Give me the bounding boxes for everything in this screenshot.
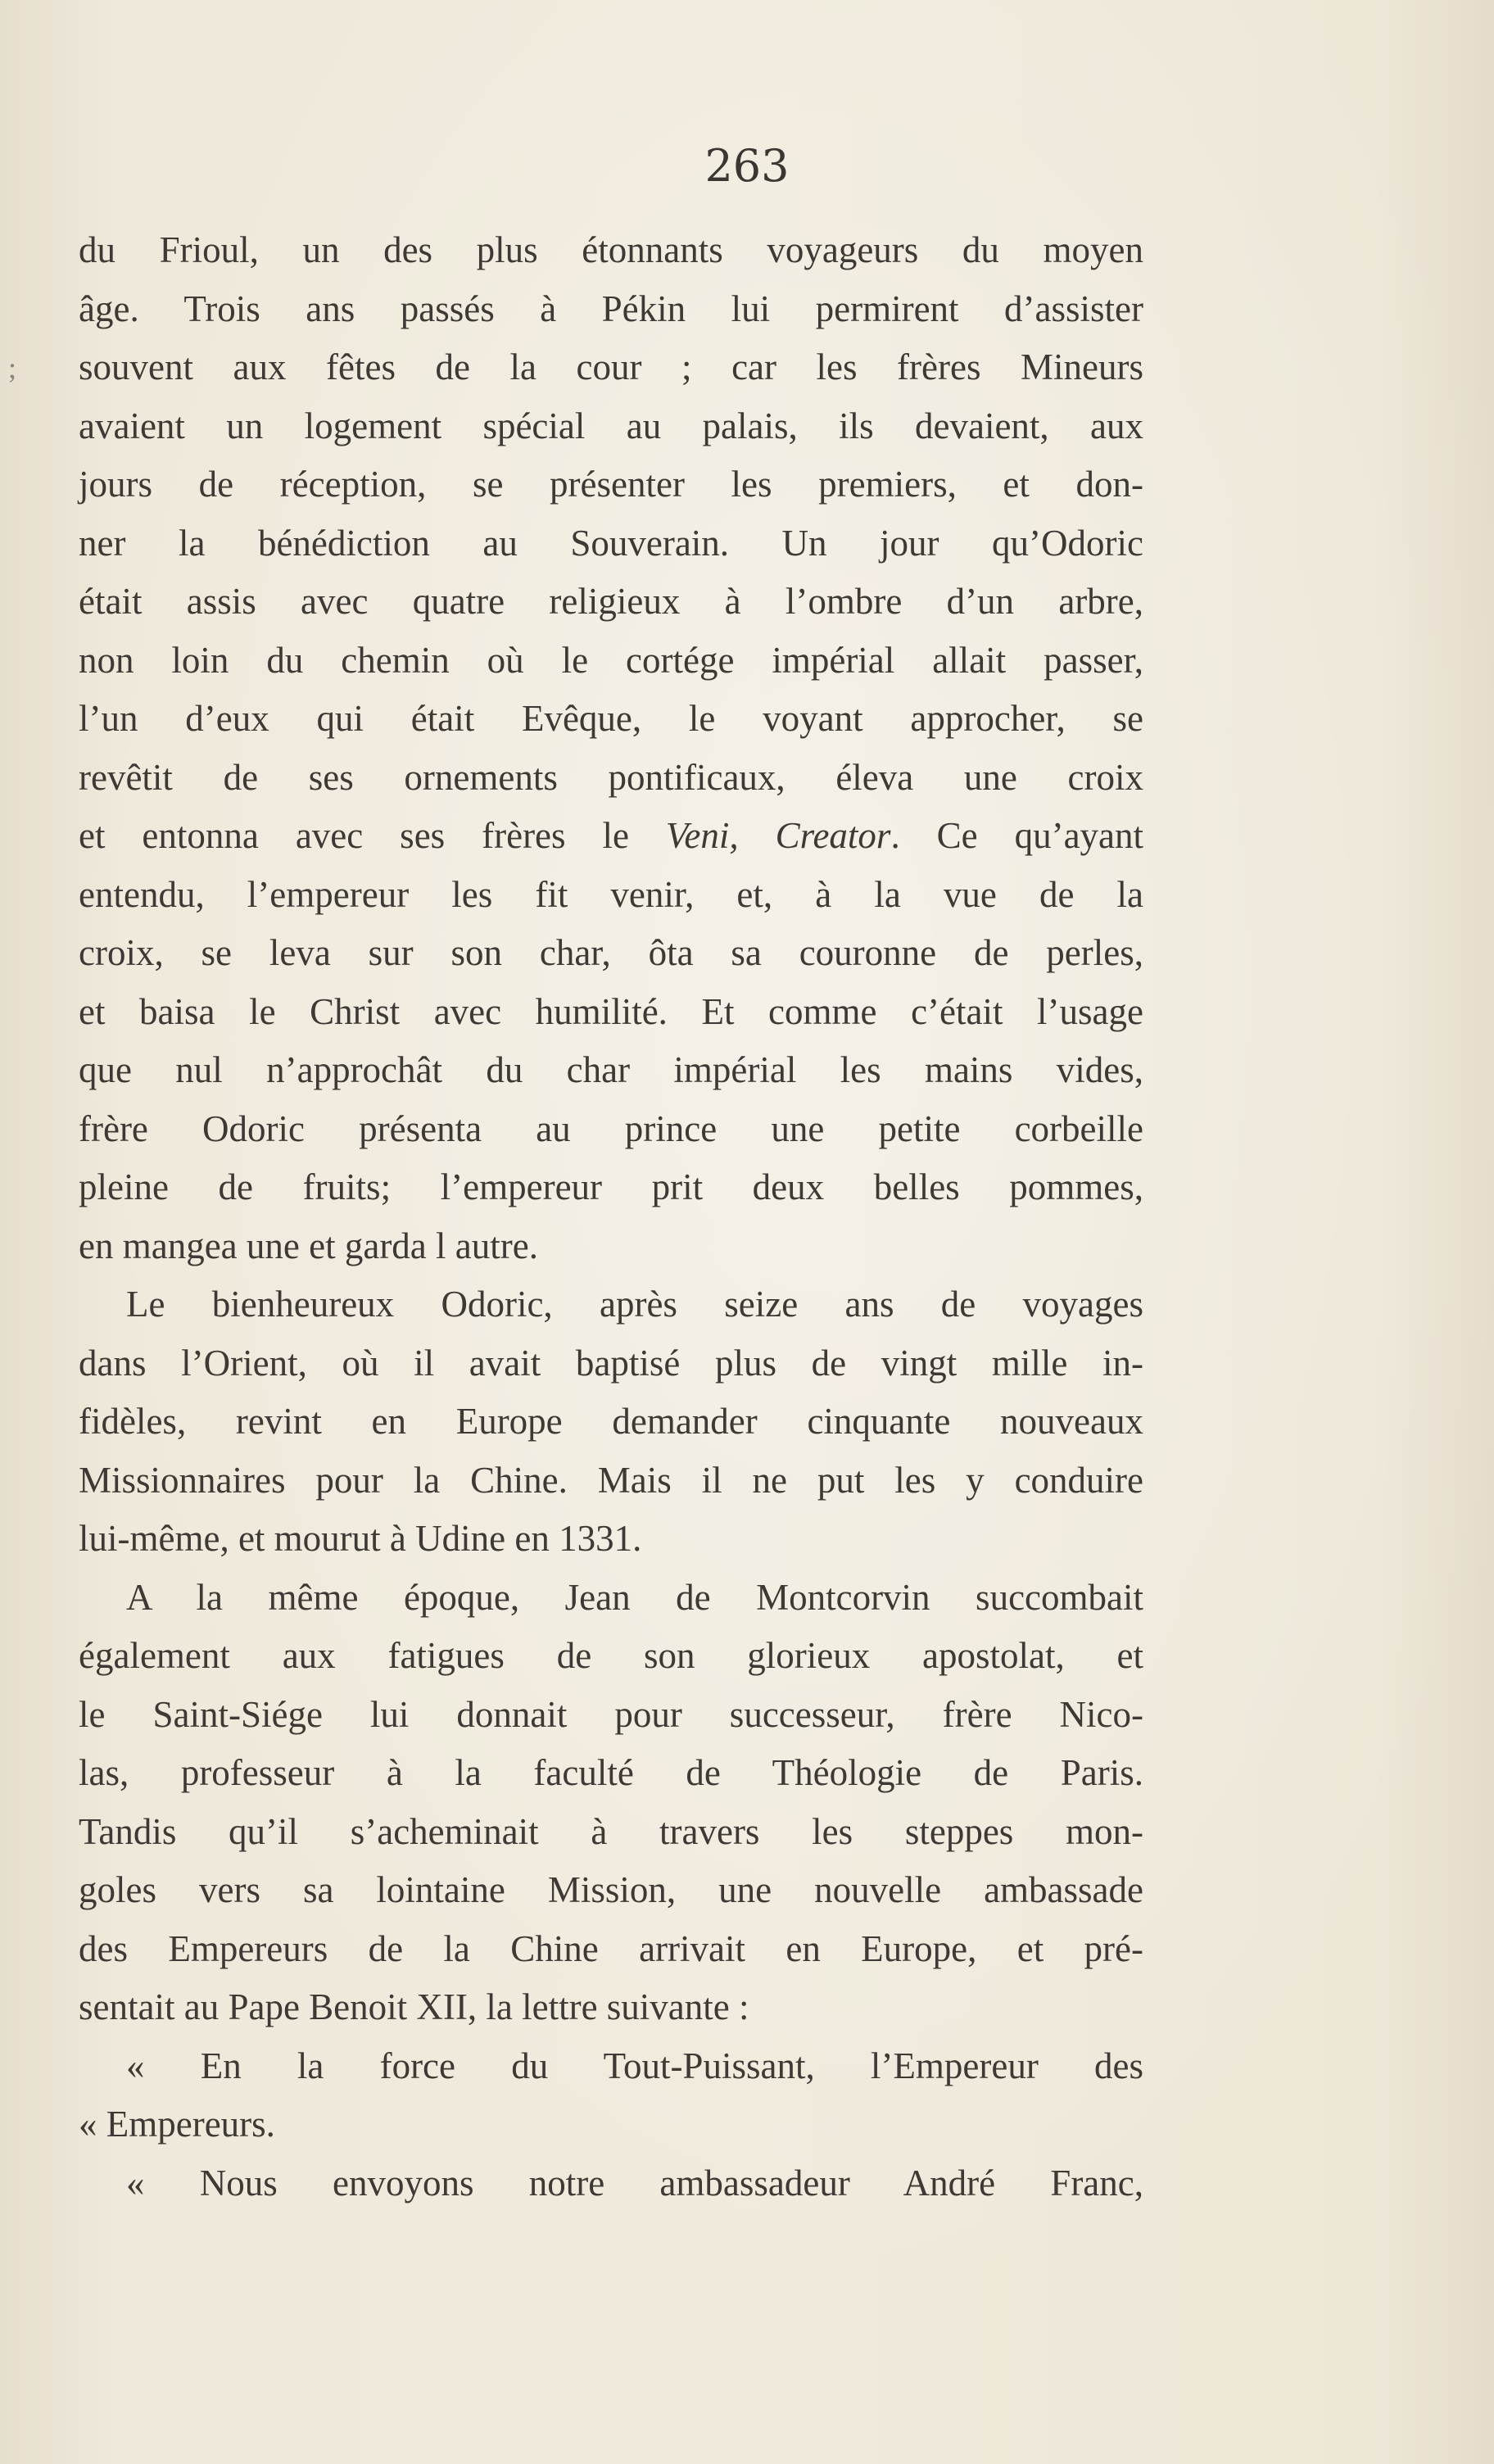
line-text-before: et entonna avec ses frères le [79,815,666,856]
text-line: également aux fatigues de son glorieux apostolat, et [79,1635,1143,1676]
text-line: ner la bénédiction au Souverain. Un jour qu’Odoric [79,522,1143,564]
text-line: avaient un logement spécial au palais, ils devaient, aux [79,405,1143,446]
text-line: revêtit de ses ornements pontificaux, éleva une croix [79,756,1143,798]
text-line: goles vers sa lointaine Mission, une nouvelle ambassade [79,1869,1143,1910]
text-line: du Frioul, un des plus étonnants voyageurs du moyen [79,229,1143,270]
text-line: sentait au Pape Benoit XII, la lettre suivante : [79,1986,749,2027]
text-line: des Empereurs de la Chine arrivait en Europe, et pré- [79,1927,1143,1969]
text-line: âge. Trois ans passés à Pékin lui permirent d’assister [79,288,1143,329]
text-line: était assis avec quatre religieux à l’ombre d’un arbre, [79,581,1143,622]
text-line: et baisa le Christ avec humilité. Et comme c’était l’usage [79,990,1143,1032]
margin-mark: ; [8,351,17,384]
text-line: « Empereurs. [79,2104,275,2145]
page-number: 263 [704,140,790,192]
text-line-with-italic [79,807,1143,866]
text-line: Le bienheureux Odoric, après seize ans de voyages [126,1284,1143,1325]
body-text [79,221,1143,2213]
text-line: lui-même, et mourut à Udine en 1331. [79,1518,642,1559]
text-line: souvent aux fêtes de la cour ; car les frères Mineurs [79,346,1143,387]
italic-title: Veni, Creator [665,815,891,856]
text-line: entendu, l’empereur les fit venir, et, à la vue de la [79,873,1143,915]
text-line: fidèles, revint en Europe demander cinquante nouveaux [79,1401,1143,1442]
text-line: las, professeur à la faculté de Théologie de Paris. [79,1752,1143,1793]
text-line: frère Odoric présenta au prince une petite corbeille [79,1107,1143,1149]
line-text-after: . Ce qu’ayant [890,815,1144,856]
text-line: A la même époque, Jean de Montcorvin succombait [126,1576,1143,1618]
text-line: croix, se leva sur son char, ôta sa couronne de perles, [79,932,1143,973]
text-line: en mangea une et garda l autre. [79,1225,538,1266]
text-line: que nul n’approchât du char impérial les mains vides, [79,1049,1143,1090]
text-line: non loin du chemin où le cortége impérial allait passer, [79,639,1143,681]
text-line: jours de réception, se présenter les premiers, et don- [79,464,1143,505]
text-line: pleine de fruits; l’empereur prit deux belles pommes, [79,1166,1143,1207]
text-line: dans l’Orient, où il avait baptisé plus de vingt mille in- [79,1342,1143,1384]
text-line: l’un d’eux qui était Evêque, le voyant approcher, se [79,698,1143,739]
text-line: le Saint-Siége lui donnait pour successeur, frère Nico- [79,1693,1143,1735]
text-line: Tandis qu’il s’acheminait à travers les steppes mon- [79,1810,1143,1852]
text-line: « En la force du Tout-Puissant, l’Empereur des [126,2045,1143,2086]
text-line: Missionnaires pour la Chine. Mais il ne put les y conduire [79,1459,1143,1501]
text-line: « Nous envoyons notre ambassadeur André Franc, [126,2162,1143,2204]
